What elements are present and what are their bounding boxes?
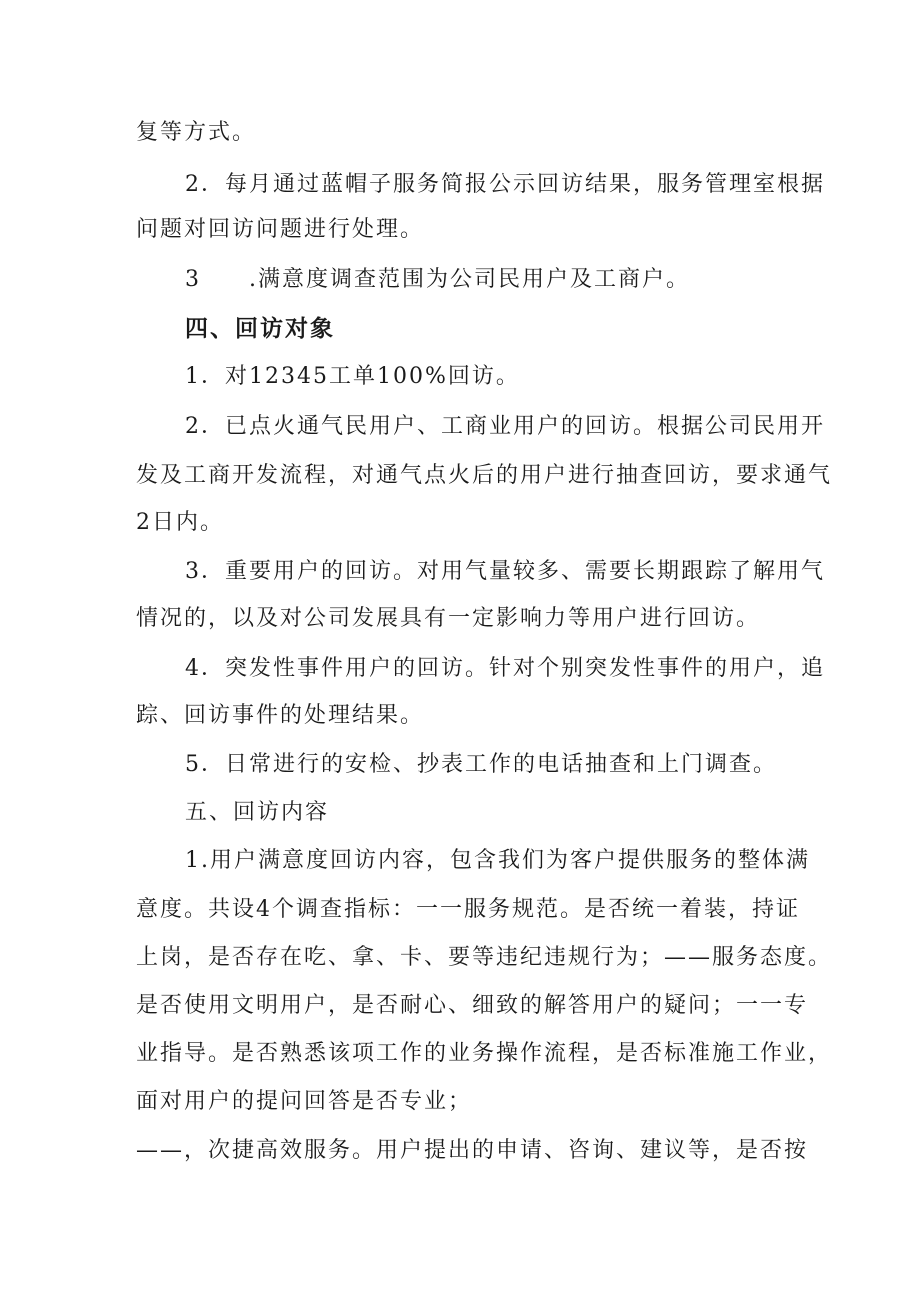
list-item-2-line-1: 2．每月通过蓝帽子服务简报公示回访结果，服务管理室根据: [185, 172, 825, 197]
content-item-1-line-3: 上岗，是否存在吃、拿、卡、要等违纪违规行为；——服务态度。: [136, 945, 833, 970]
list-item-5-line-1: 5．日常进行的安检、抄表工作的电话抽查和上门调查。: [185, 752, 777, 777]
content-item-1-line-7: ——，次捷高效服务。用户提出的申请、咨询、建议等，是否按: [136, 1138, 809, 1163]
list-item-3-line-2: 情况的，以及对公司发展具有一定影响力等用户进行回访。: [136, 606, 761, 631]
section-heading-4: 四、回访对象: [185, 316, 335, 342]
section-heading-5: 五、回访内容: [185, 800, 330, 825]
content-item-1-line-2: 意度。共设4个调查指标：一一服务规范。是否统一着装，持证: [136, 897, 800, 922]
paragraph-line: 复等方式。: [136, 120, 257, 145]
list-item-3-line-1: 3 .满意度调查范围为公司民用户及工商户。: [185, 267, 690, 292]
list-item-3-line-1: 3．重要用户的回访。对用气量较多、需要长期跟踪了解用气: [185, 559, 825, 584]
content-item-1-line-1: 1.用户满意度回访内容，包含我们为客户提供服务的整体满: [185, 848, 810, 873]
list-item-1-line-1: 1．对12345工单100%回访。: [185, 364, 520, 389]
list-item-2-line-2: 发及工商开发流程，对通气点火后的用户进行抽查回访，要求通气: [136, 463, 833, 488]
list-item-2-line-2: 问题对回访问题进行处理。: [136, 217, 425, 242]
content-item-1-line-6: 面对用户的提问回答是否专业；: [136, 1089, 473, 1114]
content-item-1-line-4: 是否使用文明用户，是否耐心、细致的解答用户的疑问；一一专: [136, 993, 809, 1018]
content-item-1-line-5: 业指导。是否熟悉该项工作的业务操作流程，是否标准施工作业，: [136, 1041, 833, 1066]
list-item-2-line-3: 2日内。: [136, 510, 224, 535]
list-item-4-line-1: 4．突发性事件用户的回访。针对个别突发性事件的用户，追: [185, 656, 825, 681]
list-item-2-line-1: 2．已点火通气民用户、工商业用户的回访。根据公司民用开: [185, 414, 825, 439]
list-item-4-line-2: 踪、回访事件的处理结果。: [136, 703, 425, 728]
